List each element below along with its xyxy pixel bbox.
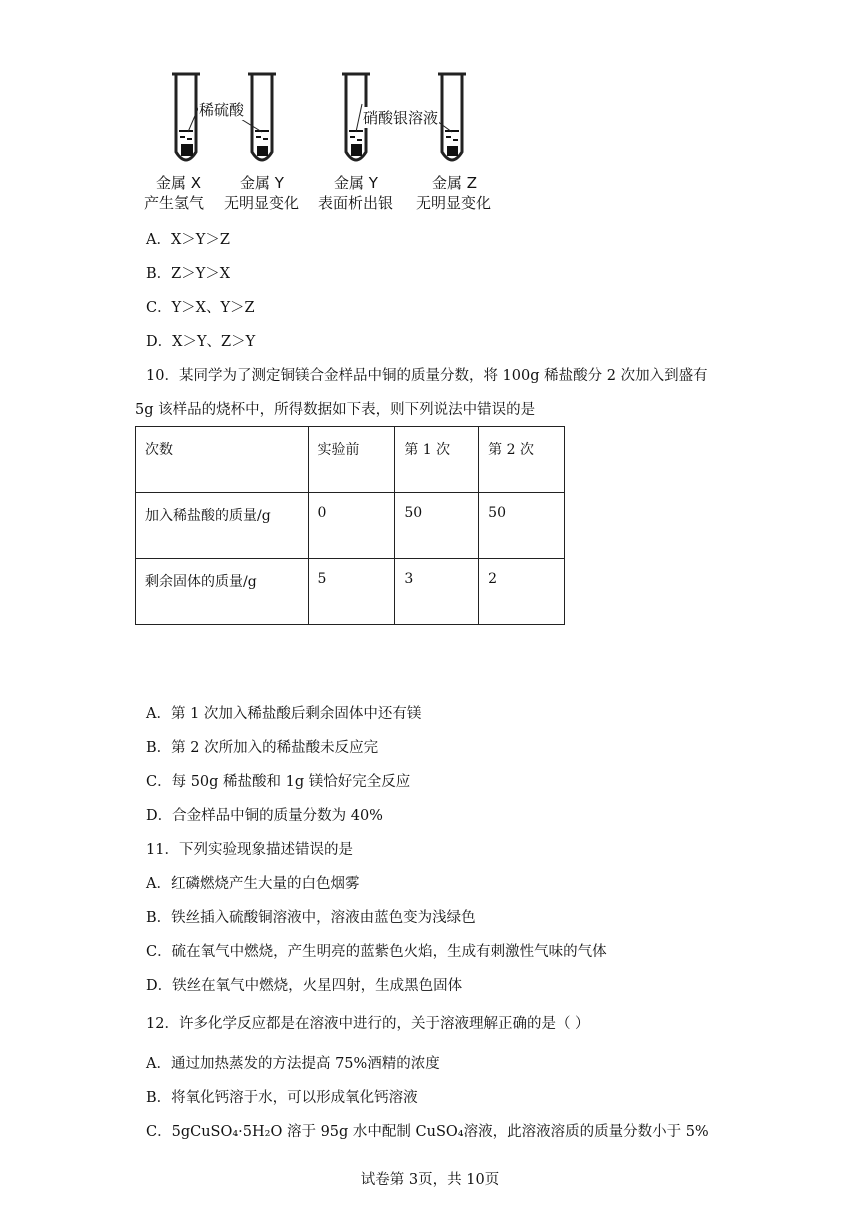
table-row <box>136 559 565 625</box>
q9-option-c: C．Y＞X、Y＞Z <box>146 300 255 316</box>
tube-3-result: 表面析出银 <box>318 194 394 212</box>
tube-4-result: 无明显变化 <box>416 194 492 212</box>
q11-option-c: C．硫在氧气中燃烧，产生明亮的蓝紫色火焰，生成有刺激性气味的气体 <box>146 944 607 960</box>
q11-option-a: A．红磷燃烧产生大量的白色烟雾 <box>146 876 360 892</box>
q10-stem-line1: 10．某同学为了测定铜镁合金样品中铜的质量分数，将 100g 稀盐酸分 2 次加入到盛有 <box>146 368 708 384</box>
q10-option-d: D．合金样品中铜的质量分数为 40% <box>146 808 383 824</box>
tube-2-result: 无明显变化 <box>224 194 300 212</box>
table-cell: 2 <box>479 559 565 625</box>
table-header-cell: 实验前 <box>308 427 395 493</box>
q9-option-d: D．X＞Y、Z＞Y <box>146 334 256 350</box>
q10-stem-line2: 5g 该样品的烧杯中，所得数据如下表，则下列说法中错误的是 <box>135 402 536 418</box>
tube-1-metal: 金属 X <box>156 174 202 192</box>
table-cell: 加入稀盐酸的质量/g <box>136 493 309 559</box>
q10-option-b: B．第 2 次所加入的稀盐酸未反应完 <box>146 740 379 756</box>
reagent-label-silver-nitrate: 硝酸银溶液 <box>363 109 439 127</box>
q10-data-table <box>135 426 565 625</box>
q12-stem: 12．许多化学反应都是在溶液中进行的，关于溶液理解正确的是（ ） <box>146 1016 590 1032</box>
tube-1-result: 产生氢气 <box>144 194 205 212</box>
table-header-cell: 第 1 次 <box>395 427 479 493</box>
table-cell: 5 <box>308 559 395 625</box>
q12-option-b: B．将氧化钙溶于水，可以形成氧化钙溶液 <box>146 1090 418 1106</box>
experiment-figure <box>140 64 510 214</box>
table-cell: 0 <box>308 493 395 559</box>
reagent-label-sulfuric: 稀硫酸 <box>199 101 245 119</box>
q12-option-c: C．5gCuSO₄·5H₂O 溶于 95g 水中配制 CuSO₄溶液，此溶液溶质的质量分数小于 5% <box>146 1124 709 1140</box>
tube-2-metal: 金属 Y <box>240 174 284 192</box>
table-row <box>136 493 565 559</box>
q12-option-a: A．通过加热蒸发的方法提高 75%酒精的浓度 <box>146 1056 440 1072</box>
tube-4-metal: 金属 Z <box>432 174 478 192</box>
q11-stem: 11．下列实验现象描述错误的是 <box>146 842 353 858</box>
table-header-cell: 次数 <box>136 427 309 493</box>
table-header-cell: 第 2 次 <box>479 427 565 493</box>
q9-option-b: B．Z＞Y＞X <box>146 266 231 282</box>
table-cell: 剩余固体的质量/g <box>136 559 309 625</box>
table-header-row <box>136 427 565 493</box>
test-tubes-illustration <box>140 64 510 174</box>
q9-option-a: A．X＞Y＞Z <box>146 232 230 248</box>
table-cell: 50 <box>395 493 479 559</box>
q10-option-c: C．每 50g 稀盐酸和 1g 镁恰好完全反应 <box>146 774 411 790</box>
q11-option-b: B．铁丝插入硫酸铜溶液中，溶液由蓝色变为浅绿色 <box>146 910 476 926</box>
page-footer: 试卷第 3页，共 10页 <box>360 1172 500 1188</box>
q10-option-a: A．第 1 次加入稀盐酸后剩余固体中还有镁 <box>146 706 422 722</box>
q11-option-d: D．铁丝在氧气中燃烧，火星四射，生成黑色固体 <box>146 978 463 994</box>
tube-3-metal: 金属 Y <box>334 174 378 192</box>
table-cell: 3 <box>395 559 479 625</box>
table-cell: 50 <box>479 493 565 559</box>
